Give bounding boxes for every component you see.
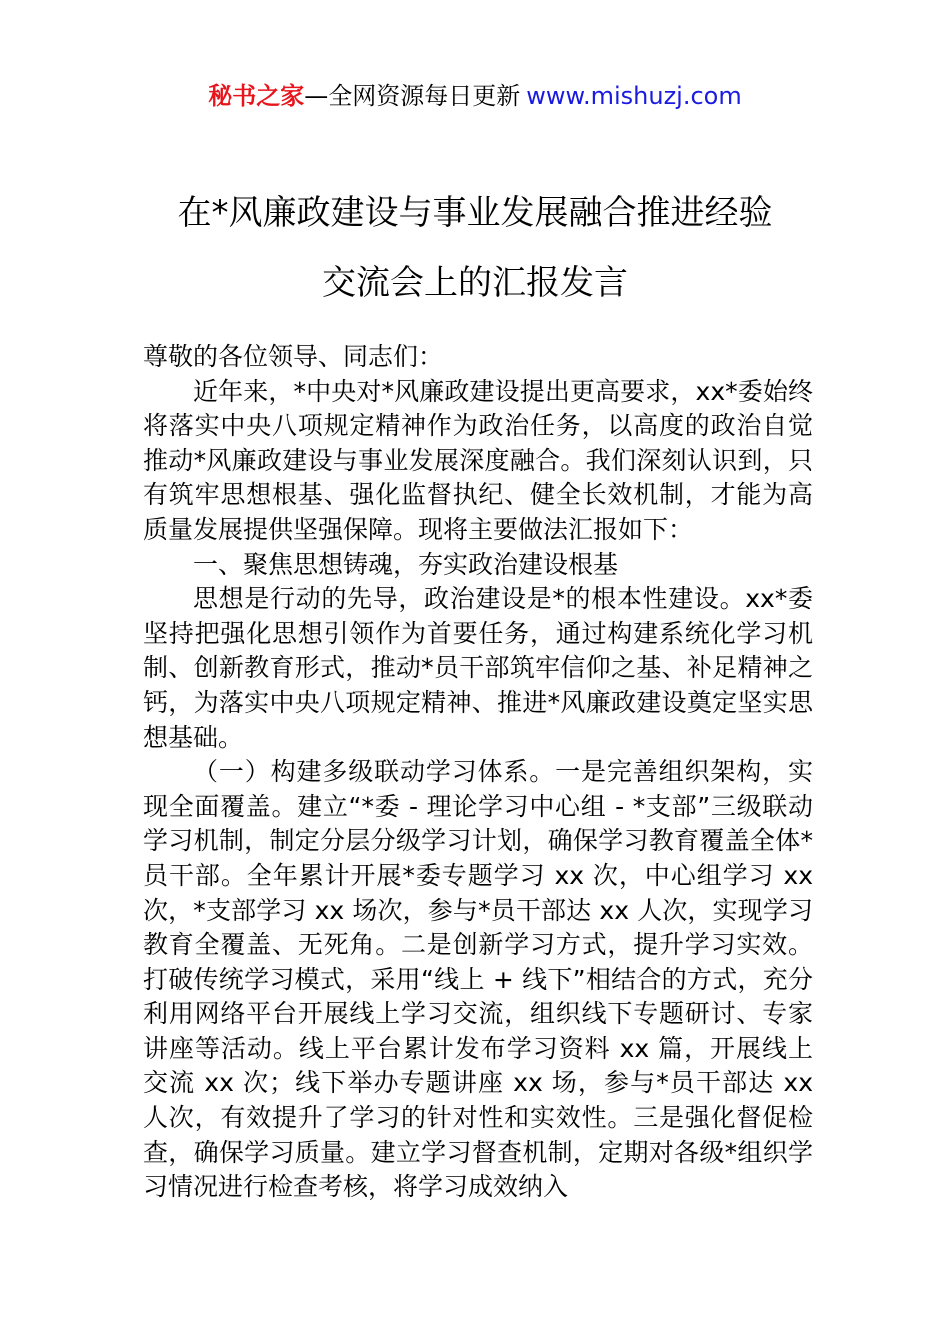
site-brand: 秘书之家 xyxy=(208,82,305,110)
paragraph-subsection-1: （一）构建多级联动学习体系。一是完善组织架构，实现全面覆盖。建立“*委 - 理论学习中心组 - *支部”三级联动学习机制，制定分层分级学习计划，确保学习教育覆盖全体*员干部。全年累计开展*委专题学习 xx 次，中心组学习 xx 次，*支部学习 xx 场次，参与*员干部达 xx 人次，实现学习教育全覆盖、无死角。二是创新学习方式，提升学习实效。打破传统学习模式，采用“线上 + 线下”相结合的方式，充分利用网络平台开展线上学习交流，组织线下专题研讨、专家讲座等活动。线上平台累计发布学习资料 xx 篇，开展线上交流 xx 次；线下举办专题讲座 xx 场，参与*员干部达 xx 人次，有效提升了学习的针对性和实效性。三是强化督促检查，确保学习质量。建立学习督查机制，定期对各级*组织学习情况进行检查考核，将学习成效纳入 xyxy=(143,757,813,1202)
paragraph-intro: 近年来，*中央对*风廉政建设提出更高要求，xx*委始终将落实中央八项规定精神作为政治任务，以高度的政治自觉推动*风廉政建设与事业发展深度融合。我们深刻认识到，只有筑牢思想根基、强化监督执纪、健全长效机制，才能为高质量发展提供坚强保障。现将主要做法汇报如下： xyxy=(143,376,813,544)
section-heading-1: 一、聚焦思想铸魂，夯实政治建设根基 xyxy=(193,549,619,579)
title-line-2: 交流会上的汇报发言 xyxy=(322,263,628,303)
site-url-link[interactable]: www.mishuzj.com xyxy=(526,82,742,110)
title-line-1: 在*风廉政建设与事业发展融合推进经验 xyxy=(177,193,773,233)
site-header xyxy=(0,80,950,112)
salutation: 尊敬的各位领导、同志们： xyxy=(143,342,444,371)
site-tagline: —全网资源每日更新 xyxy=(304,82,521,110)
document-title xyxy=(0,178,950,318)
paragraph-section-1: 思想是行动的先导，政治建设是*的根本性建设。xx*委坚持把强化思想引领作为首要任务，通过构建系统化学习机制、创新教育形式，推动*员干部筑牢信仰之基、补足精神之钙，为落实中央八项规定精神、推进*风廉政建设奠定坚实思想基础。 xyxy=(143,584,813,752)
document-body xyxy=(143,340,813,1205)
